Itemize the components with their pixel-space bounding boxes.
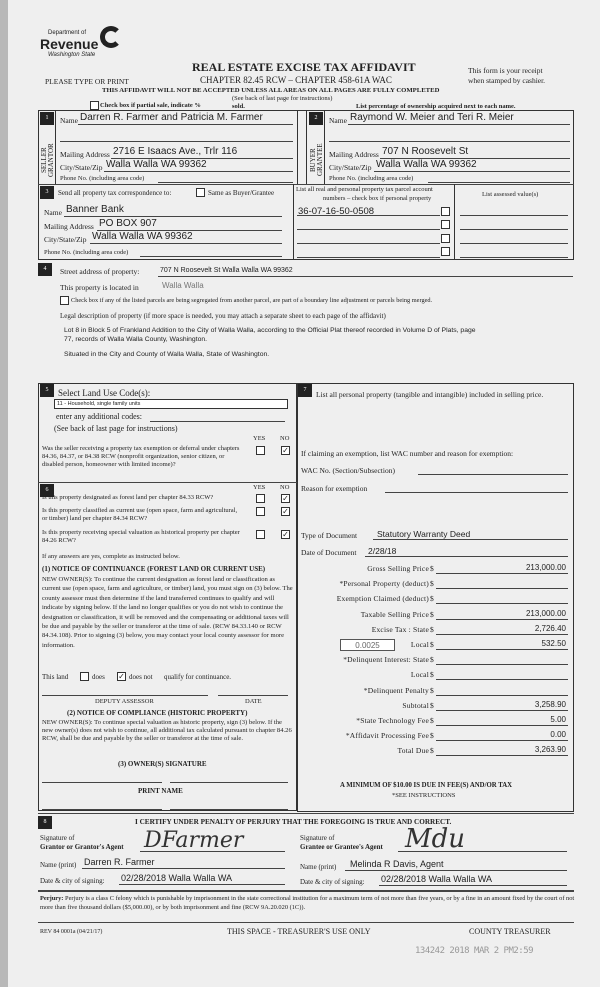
personal-property-checkbox[interactable] xyxy=(441,247,450,256)
tax-row-value[interactable]: 213,000.00 xyxy=(525,563,566,572)
grantor-signature[interactable]: DFarmer xyxy=(144,828,244,853)
dollar-sign: $ xyxy=(430,716,434,725)
same-as-buyer-checkbox[interactable] xyxy=(196,188,205,197)
grantor-print-name[interactable]: Darren R. Farmer xyxy=(84,857,155,867)
tax-row-value[interactable]: 3,263.90 xyxy=(534,745,566,755)
dollar-sign: $ xyxy=(430,609,434,619)
does-qualify-checkbox[interactable] xyxy=(80,672,89,681)
document-type[interactable]: Statutory Warranty Deed xyxy=(377,529,471,539)
dollar-sign: $ xyxy=(430,579,434,589)
forest-no-checkbox[interactable]: ✓ xyxy=(282,494,289,503)
dollar-sign: $ xyxy=(430,655,434,665)
tax-row-label: Excise Tax : State xyxy=(371,624,429,634)
personal-property-checkbox[interactable] xyxy=(441,234,450,243)
does-not-qualify-checkbox[interactable]: ✓ xyxy=(118,672,125,681)
tax-row-label: *Delinquent Interest: State xyxy=(343,655,429,665)
seller-city[interactable]: Walla Walla WA 99362 xyxy=(106,159,207,170)
dollar-sign: $ xyxy=(430,594,434,604)
property-location[interactable]: Walla Walla xyxy=(162,281,204,290)
tax-row-value[interactable]: 5.00 xyxy=(550,715,566,724)
tax-row-label: Exemption Claimed (deduct) xyxy=(336,594,429,604)
dollar-sign: $ xyxy=(430,685,434,695)
dollar-sign: $ xyxy=(430,670,434,680)
tax-row-value[interactable]: 532.50 xyxy=(541,639,566,648)
corr-name[interactable]: Banner Bank xyxy=(66,204,124,215)
dollar-sign: $ xyxy=(430,700,434,710)
partial-sale-checkbox[interactable] xyxy=(90,101,99,110)
land-use-code-select[interactable]: 11 - Household, single family units xyxy=(54,399,288,409)
dollar-sign: $ xyxy=(430,640,434,649)
tax-row-label: Taxable Selling Price xyxy=(360,609,429,619)
corr-address[interactable]: PO BOX 907 xyxy=(99,218,157,229)
personal-property-checkbox[interactable] xyxy=(441,207,450,216)
grantee-signature[interactable]: Mdu xyxy=(405,824,466,854)
tax-row-label: Subtotal xyxy=(402,700,429,710)
tax-row-label: Local xyxy=(410,640,429,649)
scan-edge xyxy=(0,0,8,987)
tax-row-value[interactable]: 0.00 xyxy=(550,730,566,740)
exemption-no-checkbox[interactable]: ✓ xyxy=(282,446,289,455)
document-date[interactable]: 2/28/18 xyxy=(368,546,397,556)
buyer-address[interactable]: 707 N Roosevelt St xyxy=(382,146,469,157)
buyer-city[interactable]: Walla Walla WA 99362 xyxy=(376,159,477,170)
tax-row-value[interactable]: 213,000.00 xyxy=(525,608,566,618)
logo-swirl-icon xyxy=(100,26,122,48)
grantee-date-city[interactable]: 02/28/2018 Walla Walla WA xyxy=(381,874,493,884)
parcel-number[interactable]: 36-07-16-50-0508 xyxy=(298,206,375,217)
dollar-sign: $ xyxy=(430,746,434,756)
forest-yes-checkbox[interactable] xyxy=(256,494,265,503)
historic-no-checkbox[interactable]: ✓ xyxy=(282,530,289,539)
historic-yes-checkbox[interactable] xyxy=(256,530,265,539)
seller-address[interactable]: 2716 E Isaacs Ave., Trlr 116 xyxy=(113,146,238,157)
current-use-yes-checkbox[interactable] xyxy=(256,507,265,516)
property-street[interactable]: 707 N Roosevelt St Walla Walla WA 99362 xyxy=(160,267,293,274)
current-use-no-checkbox[interactable]: ✓ xyxy=(282,507,289,516)
tax-row-label: Local xyxy=(410,670,429,680)
corr-city[interactable]: Walla Walla WA 99362 xyxy=(92,231,193,242)
dollar-sign: $ xyxy=(430,731,434,741)
tax-row-label: *State Technology Fee xyxy=(356,716,429,725)
tax-row-label: *Personal Property (deduct) xyxy=(339,579,429,589)
cashier-stamp: 134242 2018 MAR 2 PM2:59 xyxy=(415,946,534,956)
tax-row-label: Gross Selling Price xyxy=(367,564,429,573)
local-rate-field[interactable]: 0.0025 xyxy=(340,639,395,651)
tax-row-value[interactable]: 2,726.40 xyxy=(534,623,566,633)
grantor-date-city[interactable]: 02/28/2018 Walla Walla WA xyxy=(121,873,233,883)
tax-row-label: *Delinquent Penalty xyxy=(363,685,429,695)
seller-name[interactable]: Darren R. Farmer and Patricia M. Farmer xyxy=(80,112,263,123)
dollar-sign: $ xyxy=(430,624,434,634)
tax-row-label: *Affidavit Processing Fee xyxy=(345,731,429,741)
exemption-yes-checkbox[interactable] xyxy=(256,446,265,455)
dollar-sign: $ xyxy=(430,564,434,573)
personal-property-checkbox[interactable] xyxy=(441,220,450,229)
tax-row-value[interactable]: 3,258.90 xyxy=(534,699,566,709)
tax-row-label: Total Due xyxy=(397,746,429,756)
segregated-checkbox[interactable] xyxy=(60,296,69,305)
grantee-print-name[interactable]: Melinda R Davis, Agent xyxy=(350,859,444,869)
buyer-name[interactable]: Raymond W. Meier and Teri R. Meier xyxy=(350,112,514,123)
form-title: REAL ESTATE EXCISE TAX AFFIDAVIT xyxy=(192,60,416,74)
